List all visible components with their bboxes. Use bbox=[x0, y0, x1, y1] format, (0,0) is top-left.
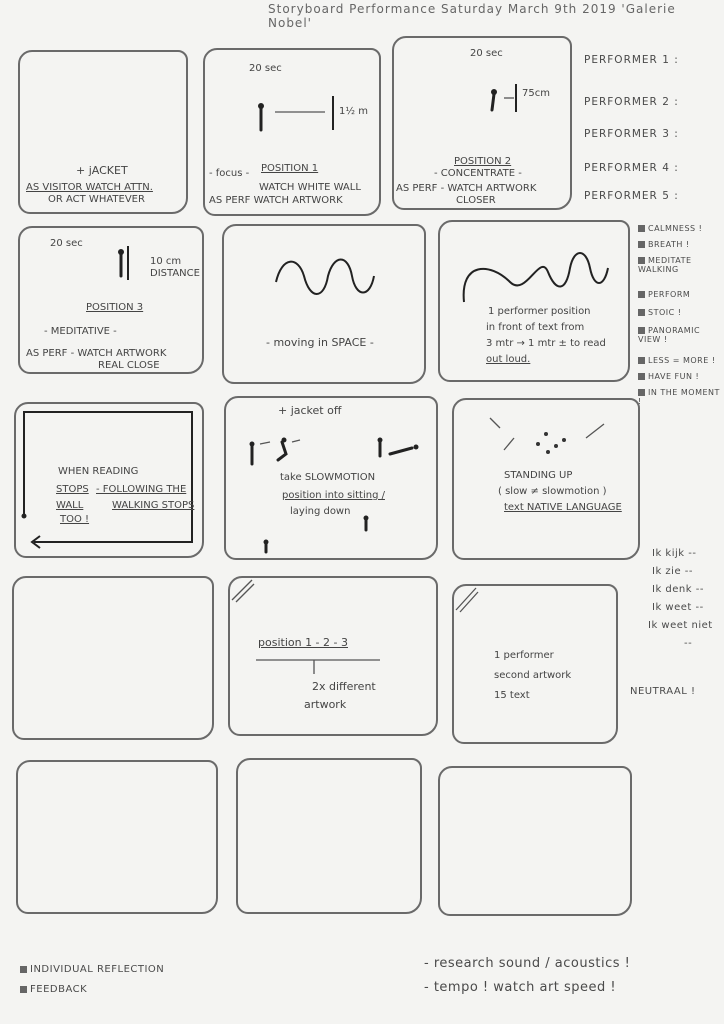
frame-4-distance: 10 cm bbox=[150, 256, 182, 267]
frame-12-text: 1 performer bbox=[494, 650, 554, 661]
frame-7-text: WALKING STOPS bbox=[112, 500, 195, 511]
checkbox-icon bbox=[20, 966, 27, 973]
keyword-item bbox=[638, 240, 690, 249]
frame-7-text: STOPS bbox=[56, 484, 89, 495]
storyboard-frame-11 bbox=[228, 576, 438, 736]
checkbox-icon bbox=[20, 986, 27, 993]
frame-12-text: second artwork bbox=[494, 670, 572, 681]
keyword-label: MEDITATE WALKING bbox=[638, 256, 692, 274]
frame-4-text: AS PERF - WATCH ARTWORK bbox=[26, 348, 167, 359]
frame-8-text: position into sitting / bbox=[282, 490, 385, 501]
checkbox-icon bbox=[638, 327, 645, 334]
storyboard-frame-1 bbox=[18, 50, 188, 214]
keyword-item bbox=[638, 308, 681, 317]
frame-3-text: - CONCENTRATE - bbox=[434, 168, 522, 179]
frame-11-text: position 1 - 2 - 3 bbox=[258, 636, 348, 649]
storyboard-frame-6 bbox=[438, 220, 630, 382]
frame-1-text: AS VISITOR WATCH ATTN. bbox=[26, 182, 153, 193]
checkbox-icon bbox=[638, 357, 645, 364]
frame-3-time: 20 sec bbox=[470, 48, 503, 59]
keyword-item bbox=[638, 388, 724, 406]
performer-4: PERFORMER 4 : bbox=[584, 162, 679, 174]
frame-7-text: TOO ! bbox=[60, 514, 90, 525]
frame-2-text: WATCH WHITE WALL bbox=[259, 182, 361, 193]
frame-11-text: 2x different bbox=[312, 680, 376, 693]
frame-2-text: AS PERF WATCH ARTWORK bbox=[209, 195, 343, 206]
frame-4-text: REAL CLOSE bbox=[98, 360, 160, 371]
storyboard-frame-12 bbox=[452, 584, 618, 744]
frame-4-text: - MEDITATIVE - bbox=[44, 326, 117, 337]
storyboard-frame-4 bbox=[18, 226, 204, 374]
checkbox-icon bbox=[638, 373, 645, 380]
frame-1-text: OR ACT WHATEVER bbox=[48, 194, 145, 205]
legend-item bbox=[20, 964, 164, 975]
keyword-label: IN THE MOMENT ! bbox=[638, 388, 720, 406]
frame-6-text: in front of text from bbox=[486, 322, 585, 333]
storyboard-frame-14 bbox=[236, 758, 422, 914]
performer-5: PERFORMER 5 : bbox=[584, 190, 679, 202]
frame-8-text: take SLOWMOTION bbox=[280, 472, 376, 483]
keyword-item bbox=[638, 372, 699, 381]
keyword-label: LESS = MORE ! bbox=[648, 356, 716, 365]
legend-label: INDIVIDUAL REFLECTION bbox=[30, 964, 165, 975]
note-research: - research sound / acoustics ! bbox=[424, 956, 631, 971]
checkbox-icon bbox=[638, 291, 645, 298]
frame-6-path-sketch bbox=[440, 222, 628, 380]
frame-6-text: out loud. bbox=[486, 354, 531, 365]
checkbox-icon bbox=[638, 241, 645, 248]
frame-11-text: artwork bbox=[304, 698, 347, 711]
frame-7-text: - FOLLOWING THE bbox=[96, 484, 187, 495]
frame-12-text: 15 text bbox=[494, 690, 530, 701]
performer-3: PERFORMER 3 : bbox=[584, 128, 679, 140]
storyboard-frame-13 bbox=[16, 760, 218, 914]
frame-7-path-sketch bbox=[16, 404, 202, 556]
legend-item bbox=[20, 984, 87, 995]
keyword-item bbox=[638, 290, 690, 299]
native-text-line: Ik denk -- bbox=[652, 584, 704, 595]
performer-1: PERFORMER 1 : bbox=[584, 54, 679, 66]
frame-4-time: 20 sec bbox=[50, 238, 83, 249]
frame-3-distance: 75cm bbox=[522, 88, 550, 99]
native-text-line: Ik weet -- bbox=[652, 602, 704, 613]
legend-label: FEEDBACK bbox=[30, 984, 88, 995]
checkbox-icon bbox=[638, 225, 645, 232]
performer-2: PERFORMER 2 : bbox=[584, 96, 679, 108]
checkbox-icon bbox=[638, 309, 645, 316]
keyword-item bbox=[638, 256, 718, 274]
frame-9-text: ( slow ≠ slowmotion ) bbox=[498, 486, 607, 497]
keyword-label: STOIC ! bbox=[648, 308, 682, 317]
checkbox-icon bbox=[638, 389, 645, 396]
storyboard-frame-8 bbox=[224, 396, 438, 560]
native-text-line: Ik kijk -- bbox=[652, 548, 697, 559]
frame-2-time: 20 sec bbox=[249, 63, 282, 74]
frame-6-text: 1 performer position bbox=[488, 306, 591, 317]
keyword-label: PANORAMIC VIEW ! bbox=[638, 326, 701, 344]
frame-3-text: CLOSER bbox=[456, 195, 496, 206]
storyboard-frame-3 bbox=[392, 36, 572, 210]
keyword-label: PERFORM bbox=[648, 290, 691, 299]
keyword-label: BREATH ! bbox=[648, 240, 690, 249]
frame-7-text: WALL bbox=[56, 500, 84, 511]
frame-7-text: WHEN READING bbox=[58, 466, 139, 477]
native-text-line: Ik zie -- bbox=[652, 566, 693, 577]
keyword-label: CALMNESS ! bbox=[648, 224, 703, 233]
frame-4-distance: DISTANCE bbox=[150, 268, 200, 279]
storyboard-frame-15 bbox=[438, 766, 632, 916]
storyboard-frame-7 bbox=[14, 402, 204, 558]
storyboard-frame-10 bbox=[12, 576, 214, 740]
note-tempo: - tempo ! watch art speed ! bbox=[424, 980, 617, 995]
storyboard-frame-2 bbox=[203, 48, 381, 216]
frame-2-text: - focus - bbox=[209, 168, 250, 179]
frame-4-text: POSITION 3 bbox=[86, 302, 144, 313]
storyboard-frame-5 bbox=[222, 224, 426, 384]
frame-9-text: text NATIVE LANGUAGE bbox=[504, 502, 622, 513]
page-title: Storyboard Performance Saturday March 9th 2019 'Galerie Nobel' bbox=[268, 2, 676, 30]
keyword-label: HAVE FUN ! bbox=[648, 372, 700, 381]
frame-2-distance: 1½ m bbox=[339, 106, 368, 117]
frame-12-sketch bbox=[454, 586, 616, 742]
frame-2-text: POSITION 1 bbox=[261, 163, 319, 174]
keyword-item bbox=[638, 224, 702, 233]
frame-5-path-sketch bbox=[224, 226, 424, 382]
native-text-line: -- bbox=[684, 638, 693, 649]
frame-6-text: 3 mtr → 1 mtr ± to read bbox=[486, 338, 606, 349]
frame-8-text: + jacket off bbox=[278, 404, 342, 417]
frame-9-text: STANDING UP bbox=[504, 470, 573, 481]
frame-5-text: - moving in SPACE - bbox=[266, 336, 374, 349]
frame-8-text: laying down bbox=[290, 506, 351, 517]
keyword-item bbox=[638, 356, 716, 365]
neutral-note: NEUTRAAL ! bbox=[630, 686, 696, 697]
frame-3-text: POSITION 2 bbox=[454, 156, 512, 167]
checkbox-icon bbox=[638, 257, 645, 264]
keyword-item bbox=[638, 326, 718, 344]
frame-1-text: + jACKET bbox=[76, 164, 128, 177]
native-text-line: Ik weet niet bbox=[648, 620, 713, 631]
frame-3-text: AS PERF - WATCH ARTWORK bbox=[396, 183, 537, 194]
storyboard-frame-9 bbox=[452, 398, 640, 560]
